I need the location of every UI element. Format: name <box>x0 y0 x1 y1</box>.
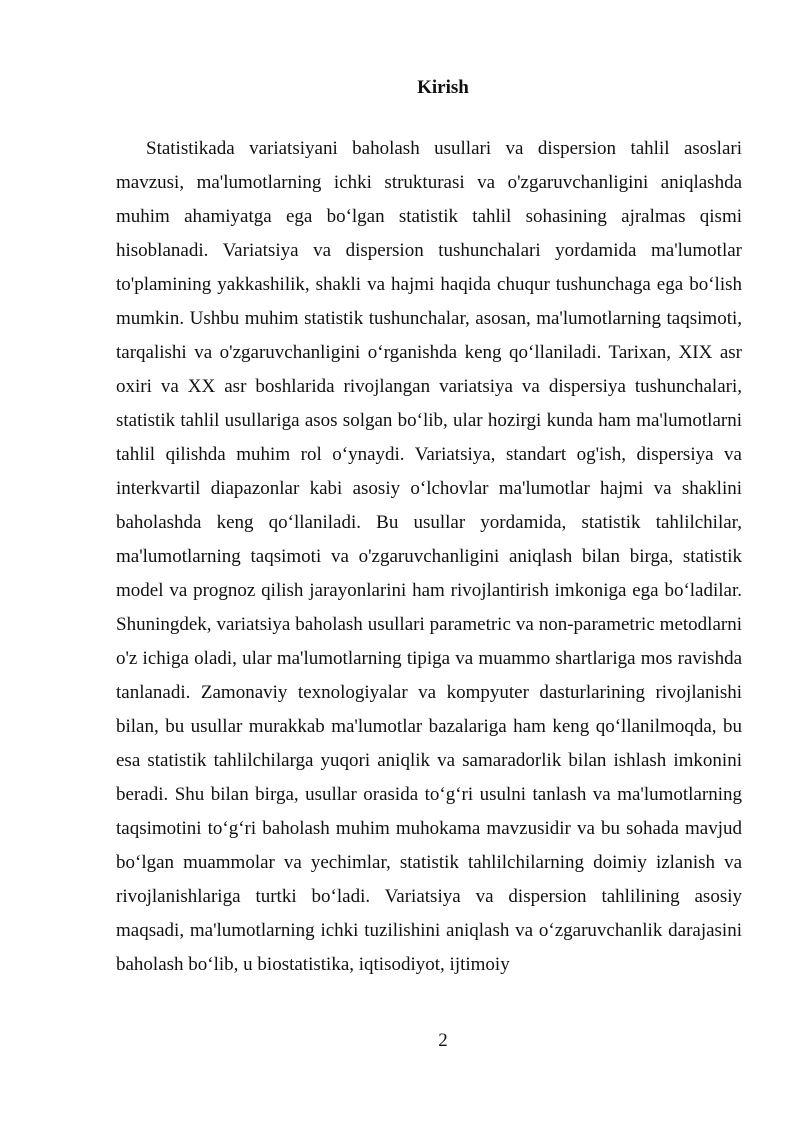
page-number: 2 <box>438 1030 448 1051</box>
body-paragraph: Statistikada variatsiyani baholash usullari va dispersion tahlil asoslari mavzusi, ma'lumotlarning ichki strukturasi va o'zgaruvchanligini aniqlashda muhim ahamiyatga ega bo‘lgan statistik tahlil sohasining ajralmas qismi hisoblanadi. Variatsiya va dispersion tushunchalari yordamida ma'lumotlar to'plamining yakkashilik, shakli va hajmi haqida chuqur tushunchaga ega bo‘lish mumkin. Ushbu muhim statistik tushunchalar, asosan, ma'lumotlarning taqsimoti, tarqalishi va o'zgaruvchanligini o‘rganishda keng qo‘llaniladi. Tarixan, XIX asr oxiri va XX asr boshlarida rivojlangan variatsiya va dispersiya tushunchalari, statistik tahlil usullariga asos solgan bo‘lib, ular hozirgi kunda ham ma'lumotlarni tahlil qilishda muhim rol o‘ynaydi. Variatsiya, standart og'ish, dispersiya va interkvartil diapazonlar kabi asosiy o‘lchovlar ma'lumotlar hajmi va shaklini baholashda keng qo‘llaniladi. Bu usullar yordamida, statistik tahlilchilar, ma'lumotlarning taqsimoti va o'zgaruvchanligini aniqlash bilan birga, statistik model va prognoz qilish jarayonlarini ham rivojlantirish imkoniga ega bo‘ladilar. Shuningdek, variatsiya baholash usullari parametric va non-parametric metodlarni o'z ichiga oladi, ular ma'lumotlarning tipiga va muammo shartlariga mos ravishda tanlanadi. Zamonaviy texnologiyalar va kompyuter dasturlarining rivojlanishi bilan, bu usullar murakkab ma'lumotlar bazalariga ham keng qo‘llanilmoqda, bu esa statistik tahlilchilarga yuqori aniqlik va samaradorlik bilan ishlash imkonini beradi. Shu bilan birga, usullar orasida to‘g‘ri usulni tanlash va ma'lumotlarning taqsimotini to‘g‘ri baholash muhim muhokama mavzusidir va bu sohada mavjud bo‘lgan muammolar va yechimlar, statistik tahlilchilarning doimiy izlanish va rivojlanishlariga turtki bo‘ladi. Variatsiya va dispersion tahlilining asosiy maqsadi, ma'lumotlarning ichki tuzilishini aniqlash va o‘zgaruvchanlik darajasini baholash bo‘lib, u biostatistika, iqtisodiyot, ijtimoiy <box>116 138 742 975</box>
section-title: Kirish <box>417 77 469 98</box>
